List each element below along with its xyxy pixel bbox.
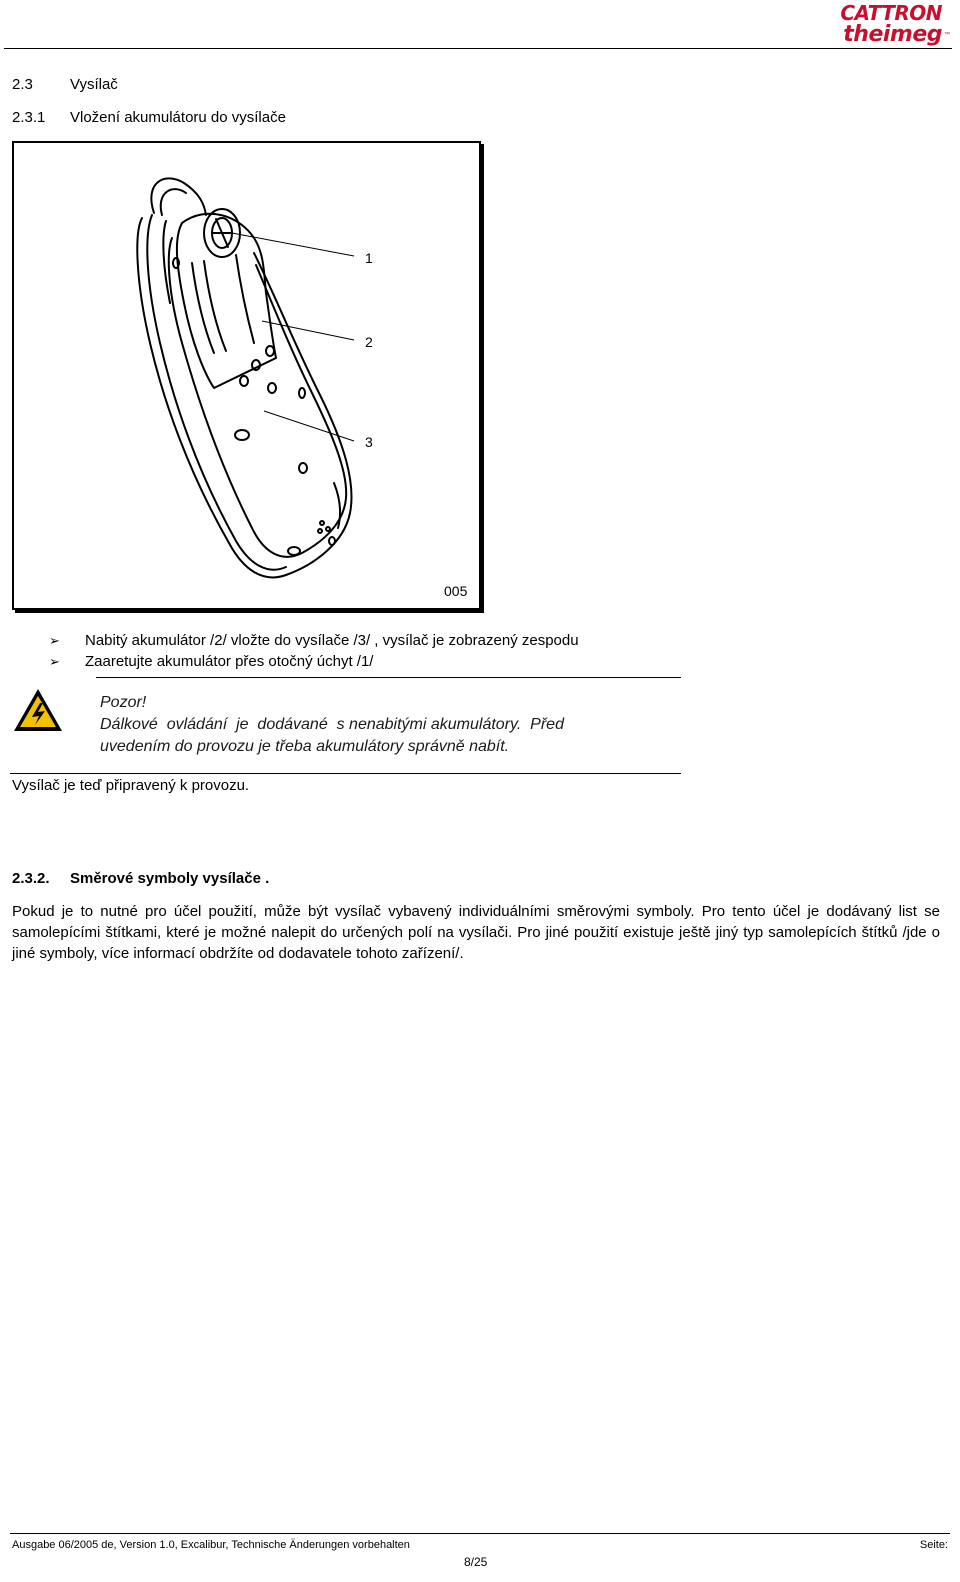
warning-bottom-rule	[10, 773, 681, 774]
callout-2: 2	[365, 334, 373, 350]
subsection2-number: 2.3.2.	[12, 870, 50, 887]
figure-id: 005	[444, 583, 468, 599]
transmitter-drawing	[14, 143, 479, 608]
subsection2-title: Směrové symboly vysílače .	[70, 870, 270, 887]
list-item-text: Zaaretujte akumulátor přes otočný úchyt /1/	[85, 653, 374, 670]
page-number: 8/25	[464, 1555, 488, 1569]
arrow-bullet-icon: ➢	[49, 633, 60, 648]
ready-text: Vysílač je teď připravený k provozu.	[12, 777, 250, 794]
logo-line2: theimeg	[843, 22, 942, 47]
arrow-bullet-icon: ➢	[49, 654, 60, 669]
footer-left: Ausgabe 06/2005 de, Version 1.0, Excalibur, Technische Änderungen vorbehalten	[12, 1539, 410, 1551]
header-rule	[4, 48, 952, 49]
list-item	[49, 651, 579, 672]
logo-trademark: ™	[944, 32, 950, 38]
warning-top-rule	[96, 677, 681, 678]
list-item	[49, 630, 579, 651]
list-item-text: Nabitý akumulátor /2/ vložte do vysílače /3/ , vysílač je zobrazený zespodu	[85, 632, 579, 649]
warning-line2: uvedením do provozu je třeba akumulátory správně nabít.	[100, 738, 510, 755]
subsection-number: 2.3.1	[12, 109, 46, 126]
transmitter-figure	[12, 141, 481, 610]
subsection-heading	[12, 109, 286, 127]
cattron-theimeg-logo	[800, 2, 950, 50]
section-number: 2.3	[12, 76, 33, 93]
instruction-list	[49, 630, 579, 672]
callout-3: 3	[365, 434, 373, 450]
callout-1: 1	[365, 250, 373, 266]
footer-rule	[10, 1533, 950, 1534]
body-paragraph: Pokud je to nutné pro účel použití, může být vysílač vybavený individuálními směrovými symboly. Pro tento účel je dodávaný list se samolepícími štítkami, které je možné nalepit do určených polí na vysílači. Pro jiné použití existuje ještě jiný typ samolepících štítků /jde o jiné symboly, více informací obdržíte od dodavatele tohoto zařízení/.	[12, 903, 940, 962]
electric-hazard-icon	[12, 687, 64, 733]
subsection2-heading	[12, 870, 269, 887]
warning-line1: Dálkové ovládání je dodávané s nenabitými akumulátory. Před	[100, 716, 564, 733]
section-heading	[12, 76, 118, 94]
section-title: Vysílač	[70, 76, 118, 93]
footer-right: Seite:	[919, 1539, 948, 1551]
warning-text	[100, 692, 680, 758]
subsection-title: Vložení akumulátoru do vysílače	[70, 109, 286, 126]
warning-title: Pozor!	[100, 694, 147, 711]
logo-line1: CATTRON	[840, 1, 942, 25]
